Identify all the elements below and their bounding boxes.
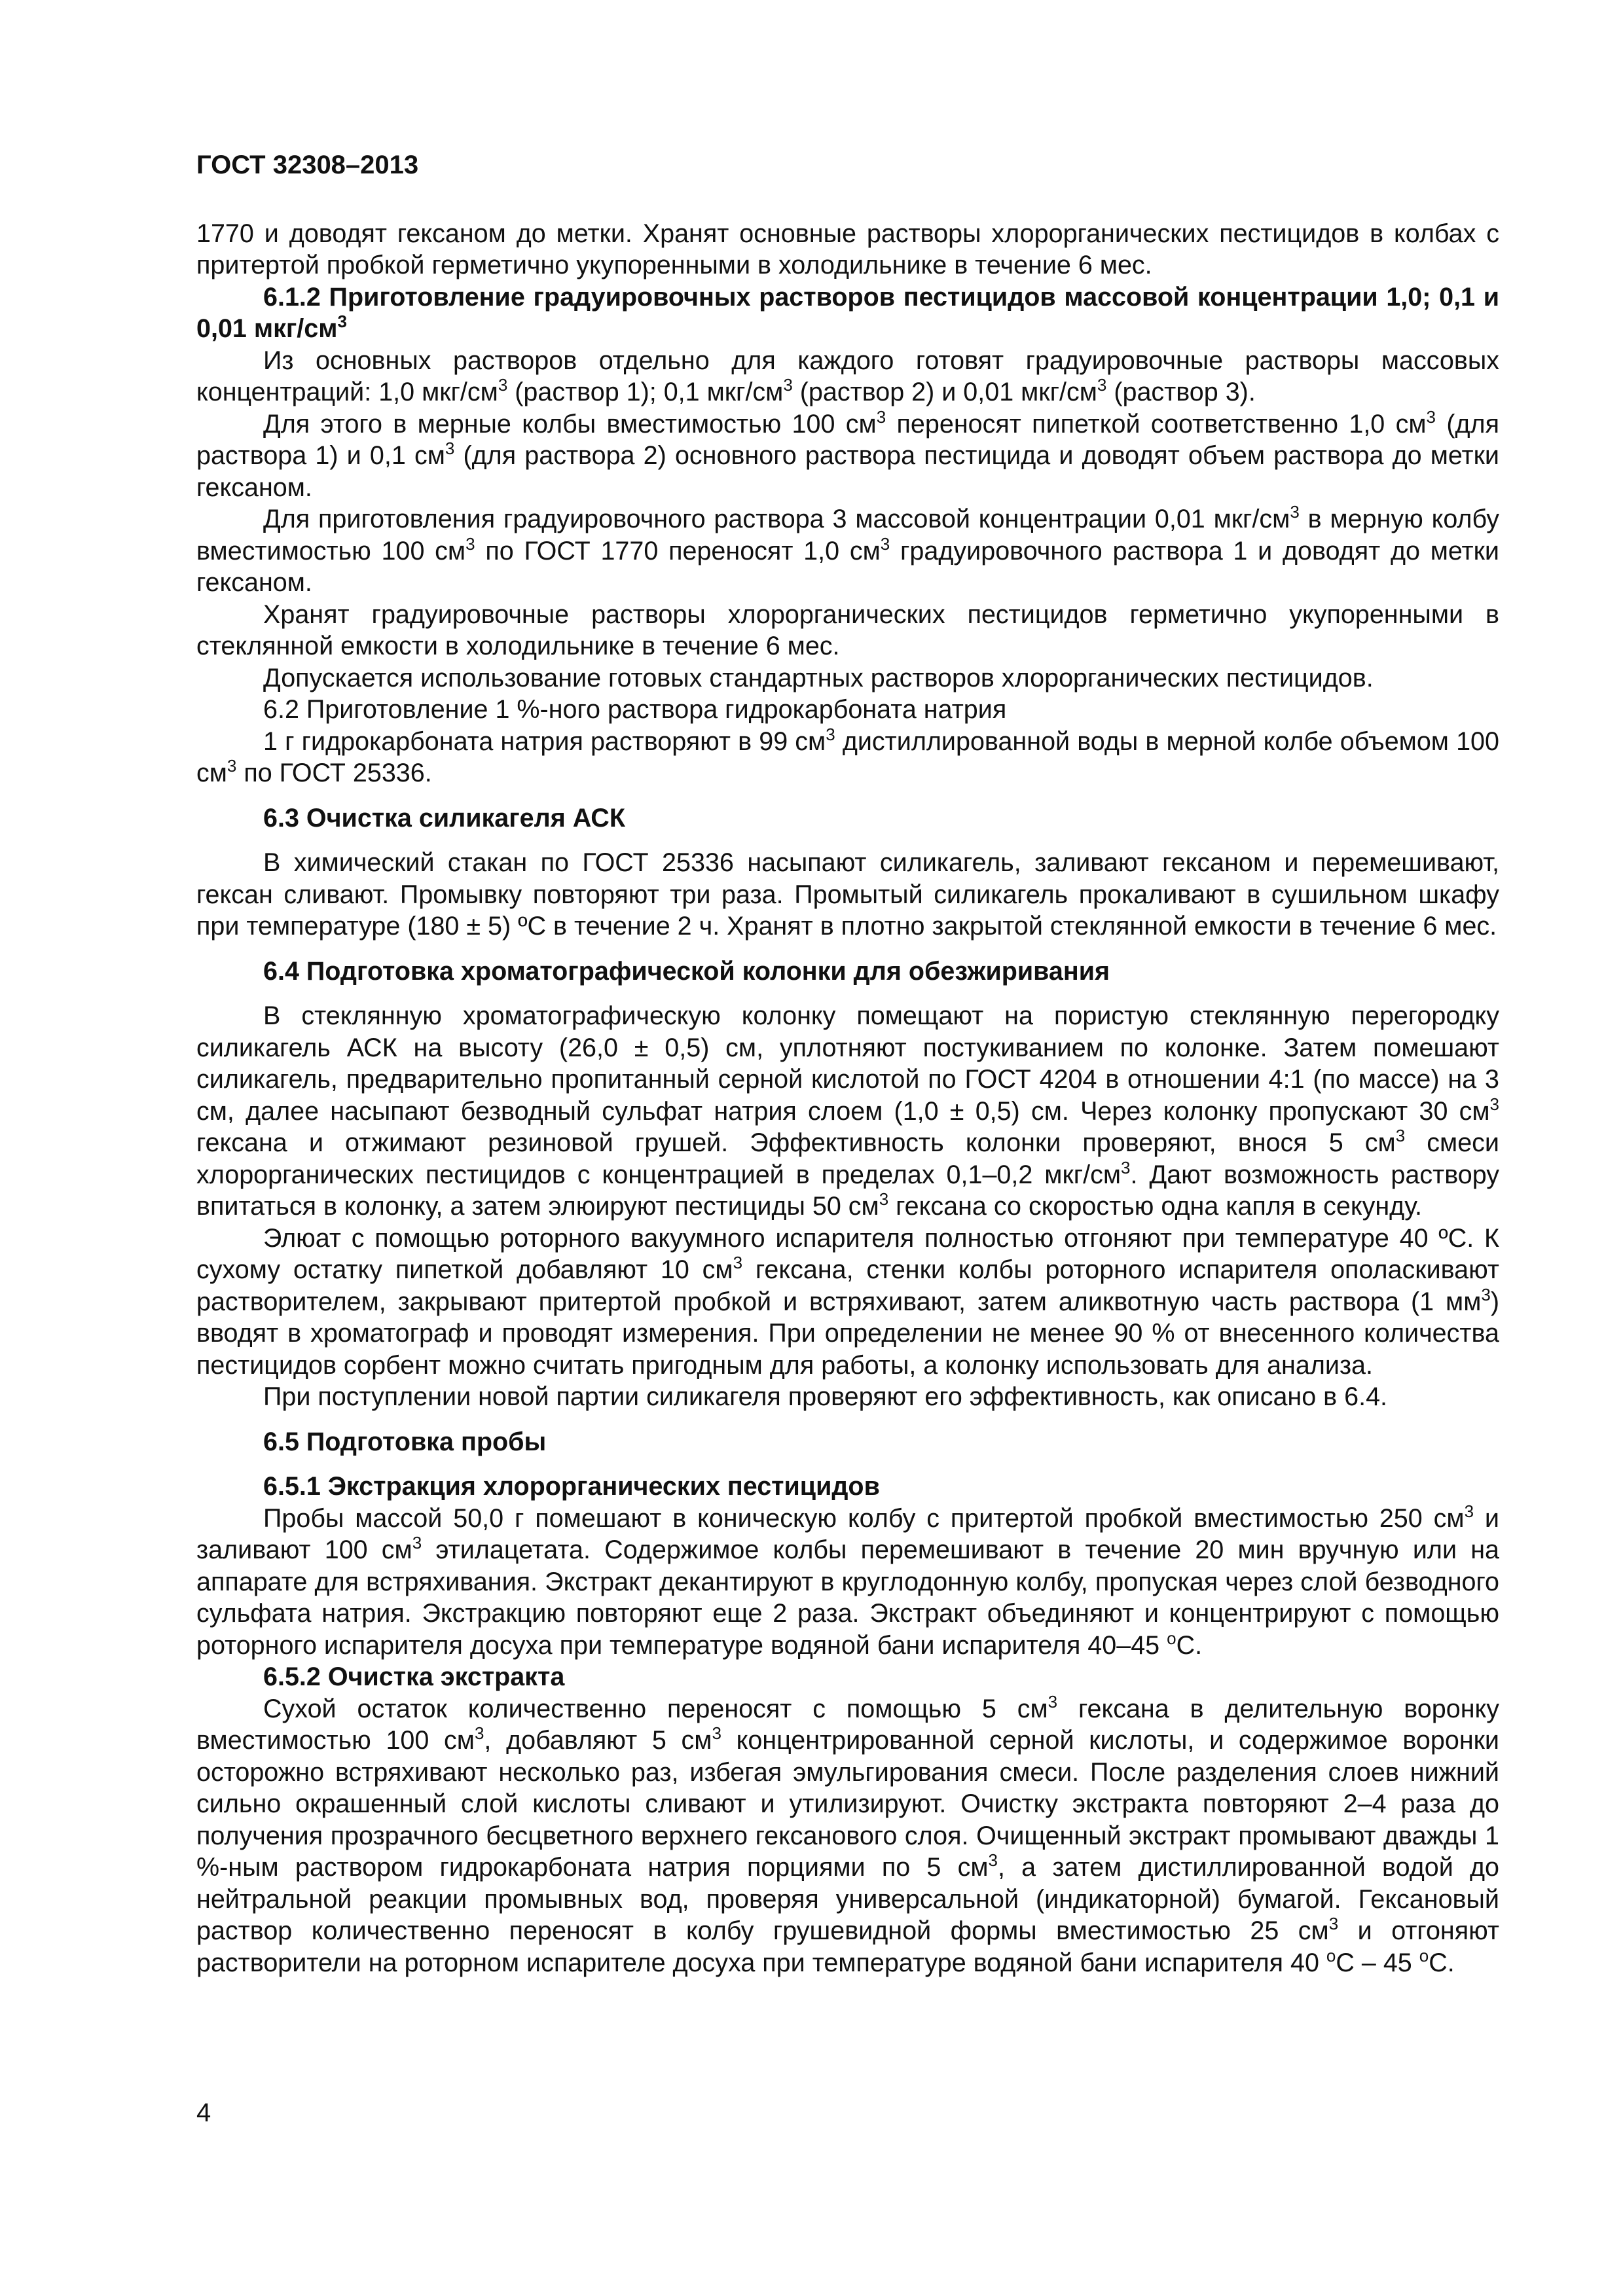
paragraph: 1770 и доводят гексаном до метки. Хранят основные растворы хлорорганических пестицидов в колбах с притертой пробкой герметично укупоренными в холодильнике в течение 6 мес. bbox=[196, 219, 1499, 279]
section-heading-6-5-2: 6.5.2 Очистка экстракта bbox=[263, 1662, 565, 1691]
section-heading-6-3: 6.3 Очистка силикагеля АСК bbox=[263, 803, 625, 833]
paragraph: В химический стакан по ГОСТ 25336 насыпают силикагель, заливают гексаном и перемешивают, гексан сливают. Промывку повторяют три раза. Промытый силикагель прокаливают в сушильном шкафу при температуре (180 ± 5) ºС в течение 2 ч. Хранят в плотно закрытой стеклянной емкости в течение 6 мес. bbox=[196, 848, 1499, 941]
section-heading-6-1-2: 6.1.2 Приготовление градуировочных растворов пестицидов массовой концентрации 1,0; 0,1 и 0,01 мкг/$см^3$ bbox=[196, 282, 1499, 343]
section-heading-6-4: 6.4 Подготовка хроматографической колонки для обезжиривания bbox=[263, 956, 1110, 986]
paragraph: Элюат с помощью роторного вакуумного испарителя полностью отгоняют при температуре 40 ºС. К сухому остатку пипеткой добавляют 10 $см^3$ гексана, стенки колбы роторного испарителя ополаскивают растворителем, закрывают притертой пробкой и встряхивают, затем аликвотную часть раствора (1 $мм^3$) вводят в хроматограф и проводят измерения. При определении не менее 90 % от внесенного количества пестицидов сорбент можно считать пригодным для работы, а колонку использовать для анализа. bbox=[196, 1223, 1499, 1380]
paragraph: Пробы массой 50,0 г помешают в коническую колбу с притертой пробкой вместимостью 250 $см^3$ и заливают 100 $см^3$ этилацетата. Содержимое колбы перемешивают в течение 20 мин вручную или на аппарате для встряхивания. Экстракт декантируют в круглодонную колбу, пропуская через слой безводного сульфата натрия. Экстракцию повторяют еще 2 раза. Экстракт объединяют и концентрируют с помощью роторного испарителя досуха при температуре водяной бани испарителя 40–45 $^o$С. bbox=[196, 1501, 1499, 1660]
paragraph: Для приготовления градуировочного раствора 3 массовой концентрации 0,01 мкг/$см^3$ в мерную колбу вместимостью 100 $см^3$ по ГОСТ 1770 переносят 1,0 $см^3$ градуировочного раствора 1 и доводят до метки гексаном. bbox=[196, 502, 1499, 597]
paragraph: Допускается использование готовых стандартных растворов хлорорганических пестицидов. bbox=[263, 663, 1374, 692]
page-number: 4 bbox=[196, 2098, 211, 2127]
document-header: ГОСТ 32308–2013 bbox=[196, 151, 419, 179]
section-heading-6-2: 6.2 Приготовление 1 %-ного раствора гидрокарбоната натрия bbox=[263, 695, 1007, 724]
paragraph: Хранят градуировочные растворы хлорорганических пестицидов герметично укупоренными в стеклянной емкости в холодильнике в течение 6 мес. bbox=[196, 600, 1499, 660]
paragraph: Для этого в мерные колбы вместимостью 100 $см^3$ переносят пипеткой соответственно 1,0 $см^3$ (для раствора 1) и 0,1 $см^3$ (для раствора 2) основного раствора пестицида и доводят объем раствора до метки гексаном. bbox=[196, 406, 1499, 502]
paragraph: При поступлении новой партии силикагеля проверяют его эффективность, как описано в 6.4. bbox=[263, 1382, 1388, 1411]
paragraph: Сухой остаток количественно переносят с помощью 5 $см^3$ гексана в делительную воронку вместимостью 100 $см^3$, добавляют 5 $см^3$ концентрированной серной кислоты, и содержимое воронки осторожно встряхивают несколько раз, избегая эмульгирования смеси. После разделения слоев нижний сильно окрашенный слой кислоты сливают и утилизируют. Очистку экстракта повторяют 2–4 раза до получения прозрачного бесцветного верхнего гексанового слоя. Очищенный экстракт промывают дважды 1 %-ным раствором гидрокарбоната натрия порциями по 5 $см^3$, а затем дистиллированной водой до нейтральной реакции промывных вод, проверяя универсальной (индикаторной) бумагой. Гексановый раствор количественно переносят в колбу грушевидной формы вместимостью 25 $см^3$ и отгоняют растворители на роторном испарителе досуха при температуре водяной бани испарителя 40 $^o$С – 45 $^o$С. bbox=[196, 1691, 1500, 1977]
document-page bbox=[196, 149, 1499, 1979]
paragraph: Из основных растворов отдельно для каждого готовят градуировочные растворы массовых концентраций: 1,0 мкг/$см^3$ (раствор 1); 0,1 мкг/$см^3$ (раствор 2) и 0,01 мкг/$см^3$ (раствор 3). bbox=[196, 346, 1499, 406]
paragraph: 1 г гидрокарбоната натрия растворяют в 99 $см^3$ дистиллированной воды в мерной колбе объемом 100 $см^3$ по ГОСТ 25336. bbox=[196, 724, 1499, 787]
section-heading-6-5: 6.5 Подготовка пробы bbox=[263, 1427, 547, 1456]
paragraph: В стеклянную хроматографическую колонку помещают на пористую стеклянную перегородку силикагель АСК на высоту (26,0 ± 0,5) см, уплотняют постукиванием по колонке. Затем помешают силикагель, предварительно пропитанный серной кислотой по ГОСТ 4204 в отношении 4:1 (по массе) на 3 см, далее насыпают безводный сульфат натрия слоем (1,0 ± 0,5) см. Через колонку пропускают 30 $см^3$ гексана и отжимают резиновой грушей. Эффективность колонки проверяют, внося 5 $см^3$ смеси хлорорганических пестицидов с концентрацией в пределах 0,1–0,2 мкг/$см^3$. Дают возможность раствору впитаться в колонку, а затем элюируют пестициды 50 $см^3$ гексана со скоростью одна капля в секунду. bbox=[196, 1001, 1499, 1221]
section-heading-6-5-1: 6.5.1 Экстракция хлорорганических пестицидов bbox=[263, 1472, 880, 1501]
